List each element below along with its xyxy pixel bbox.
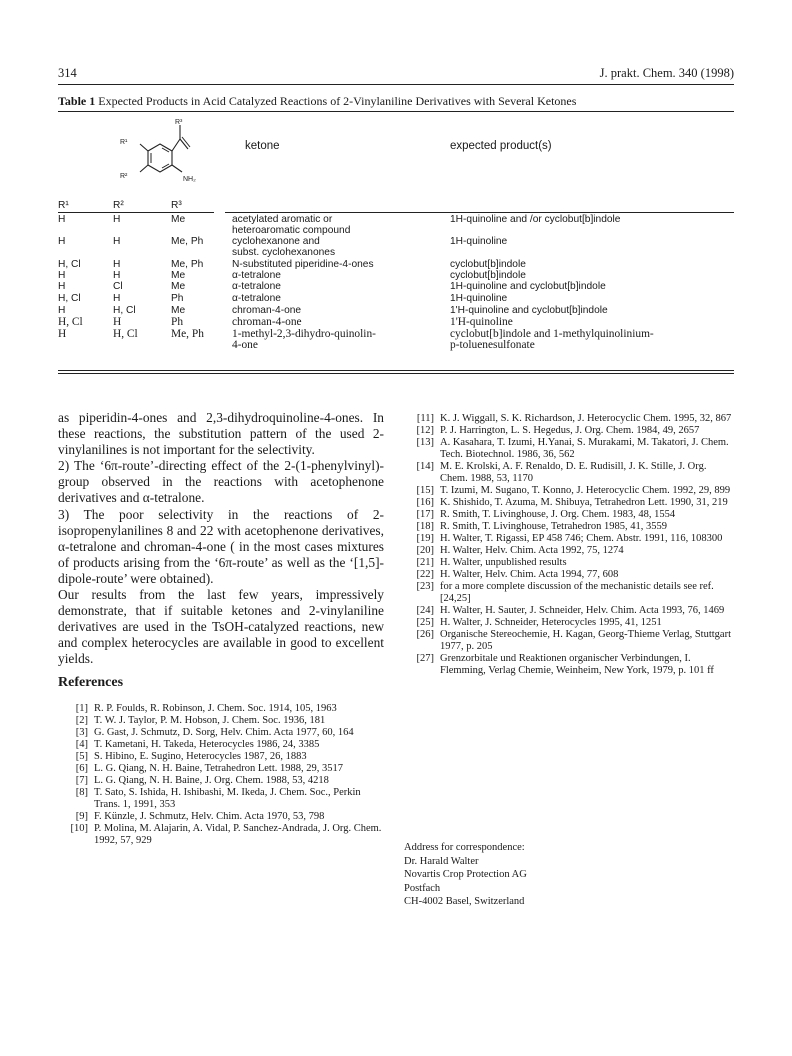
reference-text: A. Kasahara, T. Izumi, H.Yanai, S. Murakami, M. Takatori, J. Chem. Tech. Biotechnol. 1986, 36, 562 (440, 437, 729, 460)
reference-text: Grenzorbitale und Reaktionen organischer Verbindungen, I. Flemming, Verlag Chemie, Weinheim, New York, 1979, p. 101 ff (440, 653, 714, 676)
reference-text: Organische Stereochemie, H. Kagan, Georg-Thieme Verlag, Stuttgart 1977, p. 205 (440, 629, 731, 652)
table-cell-ketone: cyclohexanone and subst. cyclohexanones (232, 236, 336, 259)
reference-text: S. Hibino, E. Sugino, Heterocycles 1987, 26, 1883 (94, 751, 307, 762)
reference-item (404, 653, 734, 677)
table-cell-r2: H, Cl (113, 305, 136, 316)
table-cell-r1: H (58, 328, 67, 340)
reference-text: K. Shishido, T. Azuma, M. Shibuya, Tetrahedron Lett. 1990, 31, 219 (440, 497, 728, 508)
reference-number: [20] (416, 545, 434, 556)
reference-text: H. Walter, T. Rigassi, EP 458 746; Chem. Abstr. 1991, 116, 108300 (440, 533, 723, 544)
reference-number: [15] (416, 485, 434, 496)
sub-header-r2: R² (113, 200, 124, 211)
table-cell-ketone: α-tetralone (232, 293, 281, 304)
reference-text: H. Walter, H. Sauter, J. Schneider, Helv. Chim. Acta 1993, 76, 1469 (440, 605, 725, 616)
table-cell-r2: H (113, 293, 121, 304)
table-cell-r2: H (113, 316, 122, 328)
table-cell-ketone: chroman-4-one (232, 305, 302, 316)
reference-text: P. Molina, M. Alajarin, A. Vidal, P. Sanchez-Andrada, J. Org. Chem. 1992, 57, 929 (94, 823, 382, 846)
reference-number: [2] (75, 715, 88, 726)
reference-number: [6] (75, 763, 88, 774)
reference-number: [21] (416, 557, 434, 568)
reference-item (404, 497, 734, 509)
table-cell-r2: H (113, 270, 121, 281)
r1-bond (140, 144, 148, 151)
table-cell-r3: Me (171, 305, 186, 316)
sub-header-r1: R¹ (58, 200, 69, 211)
table-cell-product: 1'H-quinoline and cyclobut[b]indole (450, 305, 608, 316)
table-bottom-rule (58, 370, 734, 371)
reference-text: for a more complete discussion of the mechanistic details see ref. [24,25] (440, 581, 714, 604)
reference-number: [17] (416, 509, 434, 520)
sub-header-r3: R³ (171, 200, 182, 211)
reference-number: [11] (416, 413, 434, 424)
reference-item (58, 823, 384, 847)
table-cell-r2: H, Cl (113, 328, 138, 340)
reference-text: G. Gast, J. Schmutz, D. Sorg, Helv. Chim. Acta 1977, 60, 164 (94, 727, 354, 738)
reference-item (404, 437, 734, 461)
body-text (58, 410, 384, 668)
table-cell-r3: Me, Ph (171, 328, 204, 340)
reference-item (58, 703, 384, 715)
reference-number: [16] (416, 497, 434, 508)
reference-number: [7] (75, 775, 88, 786)
reference-item (58, 775, 384, 787)
reference-item (404, 425, 734, 437)
reference-text: R. P. Foulds, R. Robinson, J. Chem. Soc. 1914, 105, 1963 (94, 703, 337, 714)
table-cell-r1: H (58, 281, 66, 292)
reference-number: [14] (416, 461, 434, 472)
amine-bond (172, 165, 182, 172)
reference-item (404, 521, 734, 533)
reference-item (58, 739, 384, 751)
header-rule (58, 84, 734, 85)
benzene-ring (148, 144, 172, 172)
page-number: 314 (58, 66, 77, 80)
reference-text: L. G. Qiang, N. H. Baine, Tetrahedron Lett. 1988, 29, 3517 (94, 763, 343, 774)
reference-text: R. Smith, T. Livinghouse, J. Org. Chem. 1983, 48, 1554 (440, 509, 676, 520)
table-bottom-rule-2 (58, 373, 734, 374)
table-cell-ketone: α-tetralone (232, 281, 281, 292)
col-header-product: expected product(s) (450, 140, 552, 152)
address-line: CH-4002 Basel, Switzerland (404, 896, 525, 908)
reference-item (404, 581, 734, 605)
reference-item (404, 617, 734, 629)
table-cell-r1: H (58, 214, 66, 225)
col-header-ketone: ketone (245, 140, 280, 152)
nh2-label: NH₂ (183, 176, 196, 183)
reference-text: P. J. Harrington, L. S. Hegedus, J. Org. Chem. 1984, 49, 2657 (440, 425, 700, 436)
table-top-rule (58, 111, 734, 112)
table-caption (58, 94, 576, 109)
table-cell-r3: Me (171, 270, 186, 281)
reference-item (404, 413, 734, 425)
table-cell-product: cyclobut[b]indole (450, 259, 526, 270)
reference-item (58, 811, 384, 823)
reference-number: [23] (416, 581, 434, 592)
reference-number: [5] (75, 751, 88, 762)
reference-item (58, 763, 384, 775)
vinyl-bond (172, 139, 180, 151)
table-cell-ketone: N-substituted piperidine-4-ones (232, 259, 374, 270)
methylene-bond-1 (180, 139, 188, 149)
reference-number: [18] (416, 521, 434, 532)
reference-number: [4] (75, 739, 88, 750)
table-cell-r1: H (58, 305, 66, 316)
table-cell-r3: Ph (171, 293, 184, 304)
table-cell-r1: H (58, 270, 66, 281)
table-cell-ketone: α-tetralone (232, 270, 281, 281)
reference-item (404, 485, 734, 497)
reference-text: T. W. J. Taylor, P. M. Hobson, J. Chem. Soc. 1936, 181 (94, 715, 326, 726)
reference-number: [22] (416, 569, 434, 580)
sub-header-rule (58, 212, 214, 213)
paragraph-3: 3) The poor selectivity in the reactions of 2-isopropenylanilines 8 and 22 with acetophenone derivatives, α-tetralone and chroman-4-one ( in the most cases mixtures of products arising from the ‘6π-route’ as well as the ‘[1,5]-dipole-route’ were obtained). (58, 506, 384, 586)
reference-number: [26] (416, 629, 434, 640)
reference-text: T. Kametani, H. Takeda, Heterocycles 1986, 24, 3385 (94, 739, 320, 750)
reference-number: [1] (75, 703, 88, 714)
table-cell-r3: Me (171, 214, 186, 225)
reference-text: H. Walter, Helv. Chim. Acta 1994, 77, 608 (440, 569, 619, 580)
table-cell-r3: Me (171, 281, 186, 292)
table-cell-r3: Me, Ph (171, 236, 204, 247)
table-cell-r2: H (113, 259, 121, 270)
table-cell-r2: H (113, 214, 121, 225)
reference-item (58, 715, 384, 727)
address-line: Address for correspondence: (404, 842, 525, 853)
reference-item (404, 569, 734, 581)
reference-text: H. Walter, Helv. Chim. Acta 1992, 75, 1274 (440, 545, 624, 556)
table-cell-product: 1H-quinoline (450, 293, 508, 304)
table-cell-ketone: acetylated aromatic or heteroaromatic compound (232, 214, 351, 237)
r2-bond (140, 165, 148, 172)
reference-item (404, 533, 734, 545)
reference-number: [24] (416, 605, 434, 616)
table-cell-r3: Me, Ph (171, 259, 204, 270)
reference-text: H. Walter, J. Schneider, Heterocycles 1995, 41, 1251 (440, 617, 662, 628)
reference-text: F. Künzle, J. Schmutz, Helv. Chim. Acta 1970, 53, 798 (94, 811, 325, 822)
correspondence-address (404, 841, 527, 909)
references-heading: References (58, 675, 124, 690)
reference-item (404, 605, 734, 617)
table-cell-ketone: chroman-4-one (232, 316, 302, 328)
table-cell-product: 1H-quinoline and /or cyclobut[b]indole (450, 214, 621, 225)
reference-item (58, 751, 384, 763)
paragraph-4: Our results from the last few years, impressively demonstrate, that if suitable ketones and 2-vinylaniline derivatives are used in the TsOH-catalyzed reactions, new and complex heterocycles are available in good to excellent yields. (58, 587, 384, 667)
table-cell-r2: H (113, 236, 121, 247)
table-cell-product: 1'H-quinoline (450, 316, 513, 328)
reference-number: [12] (416, 425, 434, 436)
reference-number: [19] (416, 533, 434, 544)
vinylaniline-structure (110, 116, 220, 190)
reference-number: [13] (416, 437, 434, 448)
reference-number: [8] (75, 787, 88, 798)
reference-text: R. Smith, T. Livinghouse, Tetrahedron 1985, 41, 3559 (440, 521, 668, 532)
table-cell-r1: H, Cl (58, 259, 81, 270)
reference-text: M. E. Krolski, A. F. Renaldo, D. E. Rudisill, J. K. Stille, J. Org. Chem. 1988, 53, 1170 (440, 461, 707, 484)
table-caption-text: Expected Products in Acid Catalyzed Reactions of 2-Vinylaniline Derivatives with Several Ketones (98, 94, 577, 108)
paragraph-1: as piperidin-4-ones and 2,3-dihydroquinoline-4-ones. In these reactions, the substitution pattern of the used 2-vinylanilines is not important for the selectivity. (58, 410, 384, 458)
column-rule (225, 212, 734, 213)
methylene-bond-2 (182, 137, 190, 147)
r3-label: R³ (175, 119, 183, 126)
reference-item (404, 509, 734, 521)
reference-text: T. Sato, S. Ishida, H. Ishibashi, M. Ikeda, J. Chem. Soc., Perkin Trans. 1, 1991, 353 (94, 787, 361, 810)
reference-item (404, 461, 734, 485)
reference-item (404, 557, 734, 569)
reference-number: [9] (75, 811, 88, 822)
reference-text: L. G. Qiang, N. H. Baine, J. Org. Chem. 1988, 53, 4218 (94, 775, 329, 786)
reference-text: K. J. Wiggall, S. K. Richardson, J. Heterocyclic Chem. 1995, 32, 867 (440, 413, 732, 424)
paragraph-2: 2) The ‘6π-route’-directing effect of the 2-(1-phenylvinyl)-group observed in the reactions with acetophenone derivatives and α-tetralone. (58, 458, 384, 506)
table-cell-r3: Ph (171, 316, 184, 328)
table-cell-r1: H (58, 236, 66, 247)
table-cell-product: 1H-quinoline and cyclobut[b]indole (450, 281, 606, 292)
table-cell-ketone: 1-methyl-2,3-dihydro-quinolin- 4-one (232, 328, 376, 352)
r1-label: R¹ (120, 139, 128, 146)
reference-text: T. Izumi, M. Sugano, T. Konno, J. Heterocyclic Chem. 1992, 29, 899 (440, 485, 731, 496)
references-left (58, 703, 384, 847)
table-cell-product: 1H-quinoline (450, 236, 508, 247)
reference-number: [27] (416, 653, 434, 664)
reference-item (58, 727, 384, 739)
reference-number: [25] (416, 617, 434, 628)
reference-item (58, 787, 384, 811)
table-cell-r2: Cl (113, 281, 123, 292)
table-cell-product: cyclobut[b]indole (450, 270, 526, 281)
reference-text: H. Walter, unpublished results (440, 557, 567, 568)
table-cell-product: cyclobut[b]indole and 1-methylquinolinium- p-toluenesulfonate (450, 328, 654, 352)
r2-label: R² (120, 173, 128, 180)
reference-number: [3] (75, 727, 88, 738)
table-cell-r1: H, Cl (58, 316, 83, 328)
address-line: Novartis Crop Protection AG (404, 869, 527, 881)
journal-citation: J. prakt. Chem. 340 (1998) (599, 66, 734, 80)
reference-item (404, 629, 734, 653)
reference-item (404, 545, 734, 557)
reference-number: [10] (70, 823, 88, 834)
address-line: Postfach (404, 882, 441, 894)
table-cell-r1: H, Cl (58, 293, 81, 304)
address-line: Dr. Harald Walter (404, 855, 479, 867)
references-right (404, 413, 734, 677)
table-label: Table 1 (58, 94, 96, 108)
